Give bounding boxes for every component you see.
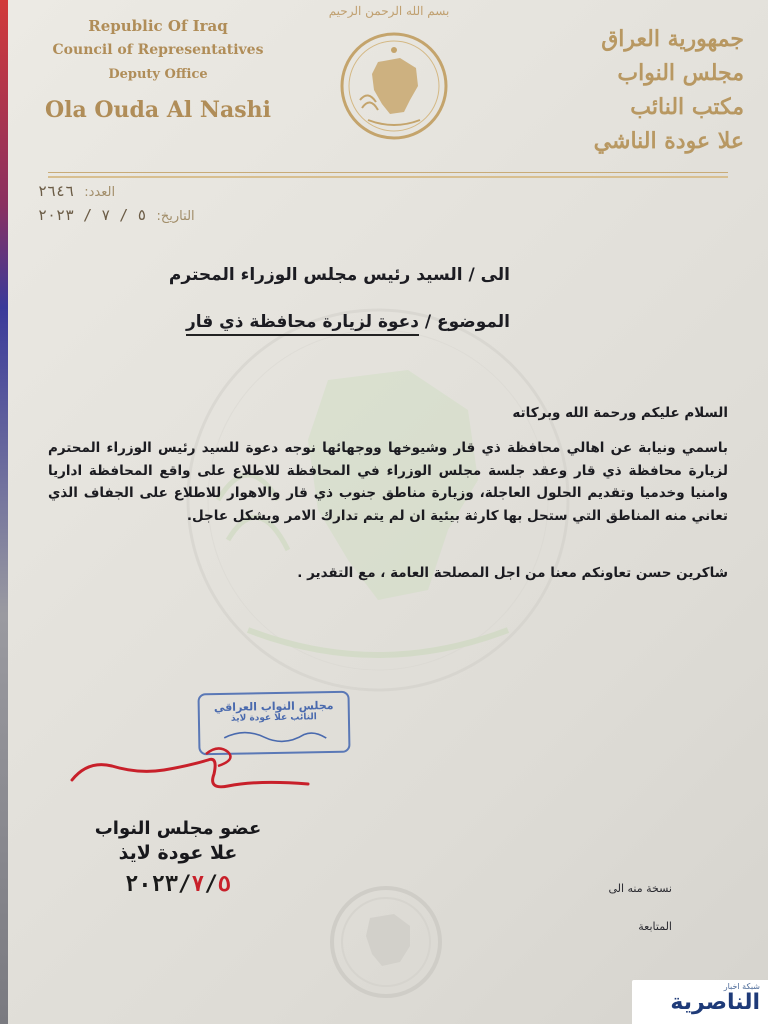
header-country: Republic Of Iraq	[88, 17, 228, 35]
basmala: بسم الله الرحمن الرحيم	[328, 4, 450, 18]
sig-date-year: ٢٠٢٣/	[125, 872, 192, 897]
sig-date-sep: /	[204, 872, 218, 897]
logo-name: الناصرية	[670, 990, 760, 1015]
embossed-seal-icon	[326, 882, 446, 1002]
letter-recipient: الى / السيد رئيس مجلس الوزراء المحترم	[168, 265, 510, 285]
date-label: التاريخ:	[156, 209, 195, 224]
follow-up-label: المتابعة	[638, 920, 672, 933]
header-deputy-name: Ola Ouda Al Nashi	[44, 97, 272, 123]
iraq-map-emblem-icon	[338, 30, 450, 142]
header-divider-secondary	[48, 176, 728, 178]
stamp-line-2: النائب علا عودة لايذ	[230, 712, 317, 724]
logo-small-text: شبكة اخبار	[723, 982, 760, 991]
news-logo	[632, 980, 768, 1024]
subject-text: دعوة لزيارة محافظة ذي قار	[186, 312, 419, 336]
letterhead-arabic	[524, 22, 744, 158]
header-council: Council of Representatives	[52, 42, 264, 58]
number-value: ٢٦٤٦	[38, 182, 75, 200]
signature-date	[68, 872, 288, 897]
date-value: ٥ / ٧ / ٢٠٢٣	[38, 206, 147, 224]
stamp-line-1: مجلس النواب العراقي	[213, 698, 334, 715]
sig-date-day: ٥	[217, 872, 231, 897]
letter-body-paragraph: باسمي ونيابة عن اهالي محافظة ذي قار وشيوخها ووجهائها نوجه دعوة للسيد رئيس الوزراء المحترم لزيارة محافظة ذي قار وعقد جلسة مجلس الوزراء في المحافظة للاطلاع على واقع المحافظة اداريا وامنيا وخدميا وتقديم الحلول العاجلة، وزيارة مناطق جنوب ذي قار والاهوار للاطلاع على الجفاف الذي تعاني منه المناطق التي ستحل بها كارثة بيئية ان لم يتم تدارك الامر وبشكل عاجل.	[48, 440, 728, 524]
letterhead-english	[38, 14, 278, 128]
number-label: العدد:	[84, 185, 116, 200]
signatory-title: عضو مجلس النواب	[94, 818, 262, 839]
letter-closing: شاكرين حسن تعاونكم معنا من اجل المصلحة العامة ، مع التقدير .	[297, 565, 728, 581]
letter-number	[38, 182, 115, 200]
letter-date	[38, 206, 195, 224]
letter-paper	[8, 0, 768, 1024]
letter-subject	[186, 312, 510, 332]
signature-icon	[68, 740, 328, 810]
header-divider	[48, 172, 728, 173]
subject-label: الموضوع /	[424, 312, 510, 332]
sig-date-month: ٧	[191, 872, 205, 897]
signatory-name: علا عودة لايذ	[118, 842, 238, 864]
header-office: Deputy Office	[108, 67, 208, 82]
header-ar-deputy-name: علا عودة الناشي	[593, 128, 744, 154]
header-ar-country: جمهورية العراق	[601, 26, 744, 52]
header-ar-council: مجلس النواب	[617, 60, 744, 86]
letter-greeting: السلام عليكم ورحمة الله وبركاته	[512, 405, 728, 421]
header-ar-office: مكتب النائب	[630, 94, 744, 120]
copy-to-label: نسخة منه الى	[608, 882, 672, 895]
